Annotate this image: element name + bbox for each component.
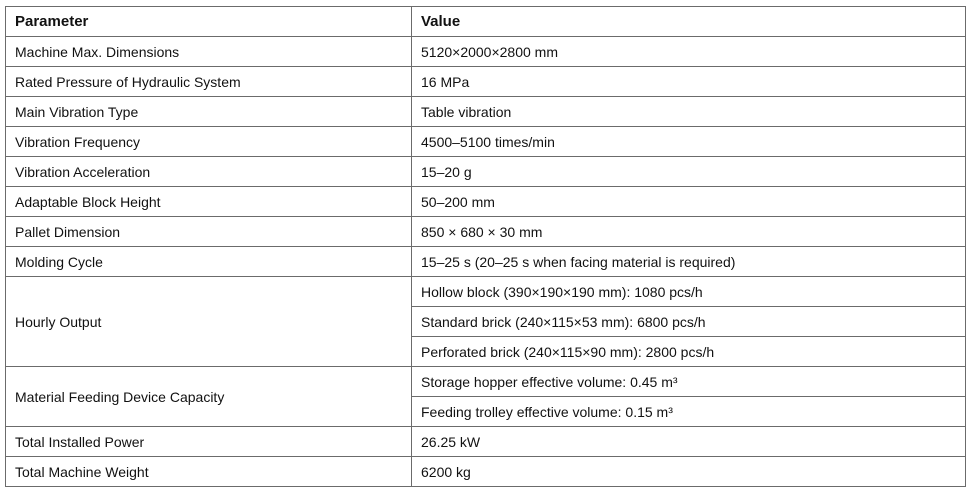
parameter-cell: Total Installed Power — [6, 427, 412, 457]
parameter-cell: Vibration Frequency — [6, 127, 412, 157]
table-row — [6, 247, 966, 277]
table-row — [6, 97, 966, 127]
table-row — [6, 67, 966, 97]
table-row — [6, 187, 966, 217]
table-row — [6, 427, 966, 457]
value-cell: 26.25 kW — [412, 427, 966, 457]
value-cell: 16 MPa — [412, 67, 966, 97]
value-cell: Standard brick (240×115×53 mm): 6800 pcs/h — [412, 307, 966, 337]
spec-table — [5, 6, 966, 487]
parameter-cell: Vibration Acceleration — [6, 157, 412, 187]
parameter-cell: Adaptable Block Height — [6, 187, 412, 217]
value-cell: 50–200 mm — [412, 187, 966, 217]
parameter-cell: Main Vibration Type — [6, 97, 412, 127]
value-cell: 850 × 680 × 30 mm — [412, 217, 966, 247]
table-row — [6, 367, 966, 397]
value-cell: Perforated brick (240×115×90 mm): 2800 pcs/h — [412, 337, 966, 367]
header-value: Value — [412, 7, 966, 37]
value-cell: 15–25 s (20–25 s when facing material is required) — [412, 247, 966, 277]
parameter-cell: Material Feeding Device Capacity — [6, 367, 412, 427]
value-cell: Hollow block (390×190×190 mm): 1080 pcs/h — [412, 277, 966, 307]
parameter-cell: Total Machine Weight — [6, 457, 412, 487]
parameter-cell: Rated Pressure of Hydraulic System — [6, 67, 412, 97]
table-row — [6, 37, 966, 67]
table-row — [6, 457, 966, 487]
value-cell: Table vibration — [412, 97, 966, 127]
value-cell: 15–20 g — [412, 157, 966, 187]
table-row — [6, 217, 966, 247]
value-cell: 6200 kg — [412, 457, 966, 487]
value-cell: 4500–5100 times/min — [412, 127, 966, 157]
table-row — [6, 277, 966, 307]
parameter-cell: Pallet Dimension — [6, 217, 412, 247]
parameter-cell: Hourly Output — [6, 277, 412, 367]
header-parameter: Parameter — [6, 7, 412, 37]
table-header-row — [6, 7, 966, 37]
table-row — [6, 127, 966, 157]
parameter-cell: Machine Max. Dimensions — [6, 37, 412, 67]
value-cell: Storage hopper effective volume: 0.45 m³ — [412, 367, 966, 397]
value-cell: Feeding trolley effective volume: 0.15 m³ — [412, 397, 966, 427]
parameter-cell: Molding Cycle — [6, 247, 412, 277]
table-row — [6, 157, 966, 187]
value-cell: 5120×2000×2800 mm — [412, 37, 966, 67]
